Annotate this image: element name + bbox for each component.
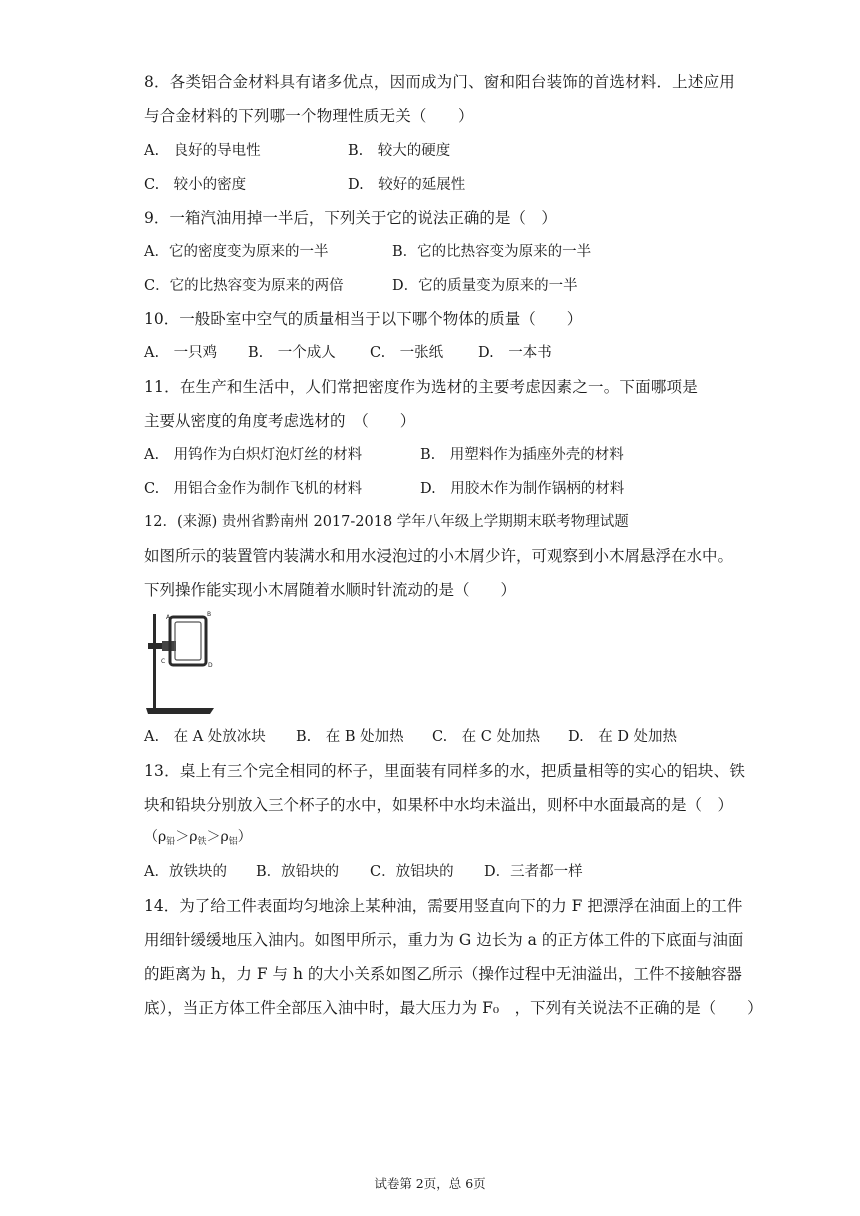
- q9-line1: 9．一箱汽油用掉一半后，下列关于它的说法正确的是（ ）: [144, 209, 557, 227]
- q13-option-a: A．放铁块的: [144, 864, 227, 880]
- q11-line1: 11．在生产和生活中，人们常把密度作为选材的主要考虑因素之一。下面哪项是: [144, 378, 698, 396]
- q9-option-b: B．它的比热容变为原来的一半: [392, 244, 592, 260]
- q13-density-relation: [144, 827, 252, 852]
- density-sub-lead: 铅: [166, 837, 176, 847]
- q13-option-b: B．放铅块的: [256, 864, 340, 880]
- page-footer: 试卷第 2页，总 6页: [374, 1176, 486, 1191]
- density-gt-2: ＞ρ: [206, 829, 229, 845]
- q8-option-a: A. 良好的导电性: [144, 143, 261, 159]
- q8-line1: 8．各类铝合金材料具有诸多优点，因而成为门、窗和阳台装饰的首选材料．上述应用: [144, 73, 735, 91]
- stand-base: [146, 708, 214, 714]
- q11-option-d: D. 用胶木作为制作锅柄的材料: [420, 481, 625, 497]
- q12-line2: 下列操作能实现小木屑随着水顺时针流动的是（ ）: [144, 581, 517, 599]
- q8-line2: 与合金材料的下列哪一个物理性质无关（ ）: [144, 107, 474, 125]
- q8-option-c: C. 较小的密度: [144, 177, 247, 193]
- q10-option-b: B. 一个成人: [248, 345, 336, 361]
- figure-label-b: B: [207, 611, 212, 618]
- q12-option-a: A. 在 A 处放冰块: [144, 729, 266, 745]
- q14-line4: 底），当正方体工件全部压入油中时，最大压力为 F₀ ，下列有关说法不正确的是（ ）: [144, 999, 763, 1017]
- q8-option-d: D. 较好的延展性: [348, 177, 466, 193]
- clamp: [148, 643, 162, 649]
- figure-label-a: A: [166, 614, 171, 621]
- density-sub-aluminum: 铝: [228, 837, 238, 847]
- q9-option-c: C．它的比热容变为原来的两倍: [144, 278, 344, 294]
- q10-option-a: A. 一只鸡: [144, 345, 218, 361]
- q10-line1: 10．一般卧室中空气的质量相当于以下哪个物体的质量（ ）: [144, 310, 583, 328]
- q11-line2: 主要从密度的角度考虑选材的 （ ）: [144, 412, 416, 430]
- q14-line3: 的距离为 h，力 F 与 h 的大小关系如图乙所示（操作过程中无油溢出，工件不接触容器: [144, 965, 742, 983]
- q11-option-c: C. 用铝合金作为制作飞机的材料: [144, 481, 363, 497]
- q13-line1: 13．桌上有三个完全相同的杯子，里面装有同样多的水，把质量相等的实心的铝块、铁: [144, 762, 746, 780]
- density-sub-iron: 铁: [197, 837, 207, 847]
- q14-line2: 用细针缓缓地压入油内。如图甲所示，重力为 G 边长为 a 的正方体工件的下底面与油面: [144, 931, 744, 949]
- q8-option-b: B. 较大的硬度: [348, 143, 451, 159]
- q14-line1: 14．为了给工件表面均匀地涂上某种油，需要用竖直向下的力 F 把漂浮在油面上的工件: [144, 897, 743, 915]
- q12-line1: 如图所示的装置管内装满水和用水浸泡过的小木屑少许，可观察到小木屑悬浮在水中。: [144, 547, 734, 565]
- q12-option-c: C. 在 C 处加热: [432, 729, 540, 745]
- q10-option-c: C. 一张纸: [370, 345, 444, 361]
- q9-option-a: A．它的密度变为原来的一半: [144, 244, 329, 260]
- density-open: （ρ: [144, 829, 167, 845]
- q10-option-d: D. 一本书: [478, 345, 552, 361]
- glass-tube-inner: [175, 622, 201, 660]
- density-gt-1: ＞ρ: [175, 829, 198, 845]
- convection-apparatus-figure: [144, 608, 216, 718]
- q11-option-b: B. 用塑料作为插座外壳的材料: [420, 447, 624, 463]
- stand-pole: [153, 614, 156, 709]
- q11-option-a: A. 用钨作为白炽灯泡灯丝的材料: [144, 447, 363, 463]
- q12-source: 12．(来源) 贵州省黔南州 2017-2018 学年八年级上学期期末联考物理试题: [144, 514, 629, 530]
- q9-option-d: D．它的质量变为原来的一半: [392, 278, 578, 294]
- figure-label-d: D: [208, 662, 213, 669]
- figure-label-c: C: [161, 658, 166, 665]
- q12-option-d: D. 在 D 处加热: [568, 729, 678, 745]
- q13-option-d: D．三者都一样: [484, 864, 583, 880]
- q13-option-c: C．放铝块的: [370, 864, 454, 880]
- q13-line2: 块和铅块分别放入三个杯子的水中，如果杯中水均未溢出，则杯中水面最高的是（ ）: [144, 796, 734, 814]
- density-close: ）: [237, 829, 252, 845]
- q12-option-b: B. 在 B 处加热: [296, 729, 404, 745]
